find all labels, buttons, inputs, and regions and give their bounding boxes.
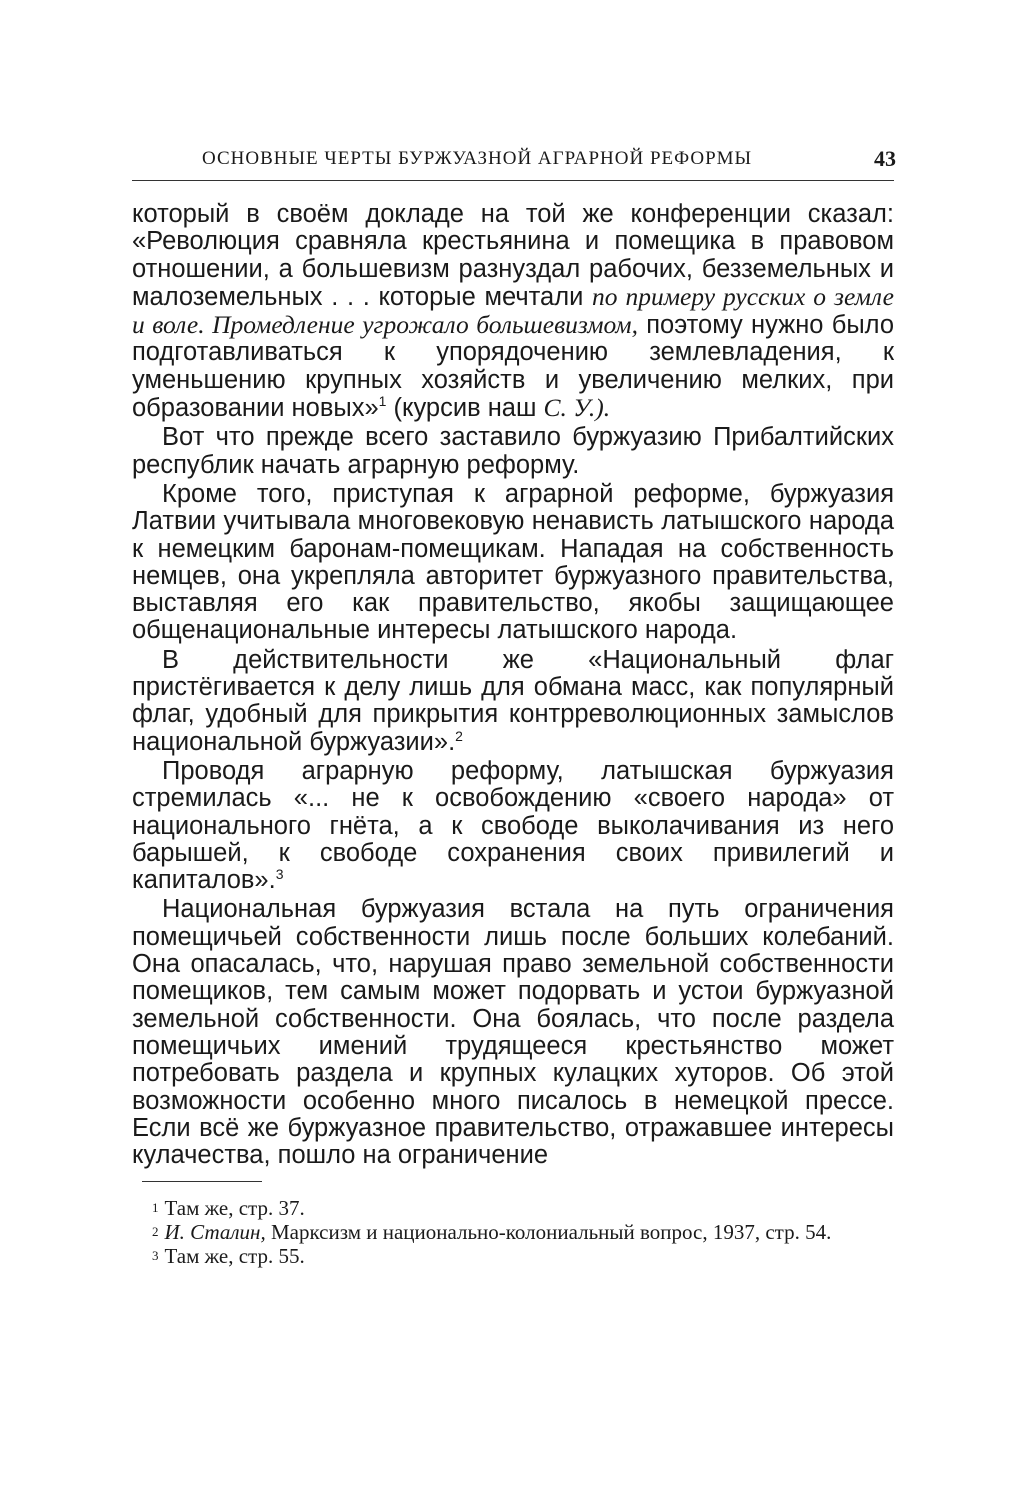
footnotes <box>132 1196 894 1268</box>
running-head <box>132 140 894 181</box>
footnote-divider <box>142 1181 262 1182</box>
footnote-ref-1: 1 <box>378 393 387 410</box>
footnote-3-text: Там же, стр. 55. <box>164 1244 305 1269</box>
footnote-2-mark: 2 <box>152 1224 159 1240</box>
paragraph-5 <box>132 758 894 894</box>
paragraph-1-italic-quote: по примеру русских о земле и воле. Промедление угрожало большевизмом, <box>132 281 894 340</box>
footnote-1-mark: 1 <box>152 1200 159 1216</box>
footnote-2-author: И. Сталин, <box>164 1220 266 1245</box>
paragraph-1-part-2: поэтому нужно было подготавливаться к упорядочению землевладения, к уменьшению крупных хозяйств и увеличению мелких, при образовании новых» <box>132 311 894 423</box>
paragraph-4-text: В действительности же «Национальный флаг пристёгивается к делу лишь для обмана масс, как популярный флаг, удобный для прикрытия контрреволюционных замыслов национальной буржуазии». <box>132 645 894 756</box>
footnote-1-text: Там же, стр. 37. <box>164 1196 305 1221</box>
book-page <box>132 140 894 1268</box>
footnote-2-text: Марксизм и национально-колониальный вопрос, 1937, стр. 54. <box>265 1220 832 1245</box>
body-text <box>132 201 894 1169</box>
paragraph-2: Вот что прежде всего заставило буржуазию Прибалтийских республик начать аграрную реформу. <box>132 423 894 479</box>
footnote-3 <box>132 1244 894 1268</box>
paragraph-6: Национальная буржуазия встала на путь ограничения помещичьей собственности лишь после больших колебаний. Она опасалась, что, нарушая право земельной собственности помещиков, тем самым может подорвать и устои буржуазной земельной собственности. Она боялась, что после раздела помещичьих имений трудящееся крестьянство может потребовать раздела и крупных кулацких хуторов. Об этой возможности особенно много писалось в немецкой прессе. Если всё же буржуазное правительство, отражавшее интересы кулачества, пошло на ограничение <box>132 895 894 1170</box>
paragraph-1 <box>132 201 894 422</box>
footnote-3-mark: 3 <box>152 1248 159 1264</box>
footnote-ref-2: 2 <box>455 727 463 744</box>
running-title: ОСНОВНЫЕ ЧЕРТЫ БУРЖУАЗНОЙ АГРАРНОЙ РЕФОРМЫ <box>202 148 753 169</box>
paragraph-4 <box>132 647 894 756</box>
footnote-1 <box>132 1196 894 1220</box>
paragraph-5-text: Проводя аграрную реформу, латышская буржуазия стремилась «... не к освобождению «своего народа» от национального гнёта, а к свободе выколачивания из него барышей, к свободе сохранения своих привилегий и капиталов». <box>132 756 894 895</box>
paragraph-3: Кроме того, приступая к аграрной реформе, буржуазия Латвии учитывала многовековую ненависть латышского народа к немецким баронам-помещикам. Нападая на собственность немцев, она укрепляла авторитет буржуазного правительства, выставляя его как правительство, якобы защищающее общенациональные интересы латышского народа. <box>132 479 894 645</box>
paragraph-1-author-initials: С. У.). <box>543 393 611 423</box>
paragraph-1-part-3: (курсив наш <box>386 394 544 423</box>
page-number: 43 <box>874 146 896 171</box>
footnote-ref-3: 3 <box>275 866 284 883</box>
paragraph-1-part-1: который в своём докладе на той же конференции сказал: «Революция сравняла крестьянина и помещика в правовом отношении, а большевизм разнуздал рабочих, безземельных и малоземельных . . . которые мечтали <box>132 200 894 311</box>
footnote-2 <box>132 1220 894 1244</box>
